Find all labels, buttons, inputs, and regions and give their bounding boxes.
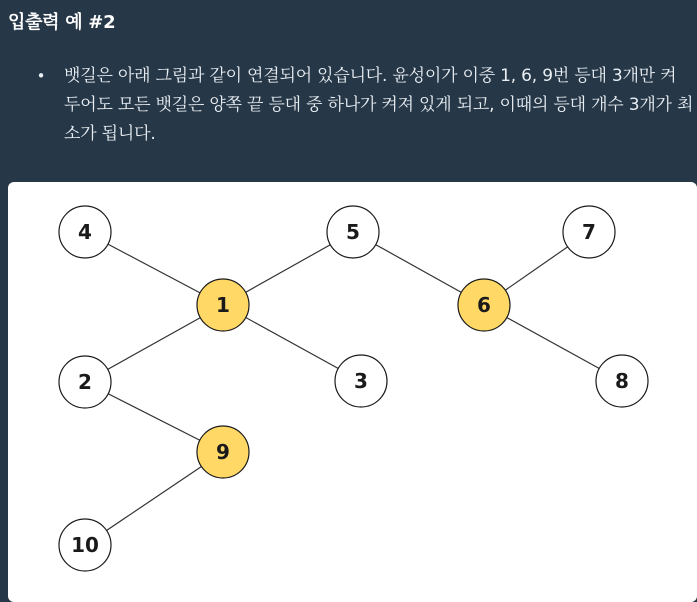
description-item — [34, 62, 694, 149]
node-3 — [335, 355, 387, 407]
node-label: 4 — [78, 220, 92, 244]
node-label: 2 — [78, 370, 92, 394]
node-label: 3 — [354, 369, 368, 393]
graph-diagram — [8, 182, 697, 588]
node-1 — [197, 279, 249, 331]
node-4 — [59, 206, 111, 258]
node-label: 5 — [346, 220, 360, 244]
node-9 — [197, 426, 249, 478]
node-label: 8 — [615, 369, 629, 393]
node-label: 7 — [582, 220, 596, 244]
graph-panel — [8, 182, 697, 602]
node-label: 6 — [477, 293, 491, 317]
node-2 — [59, 356, 111, 408]
node-label: 10 — [71, 533, 99, 557]
node-label: 9 — [216, 440, 230, 464]
section-title: 입출력 예 #2 — [8, 12, 116, 33]
node-8 — [596, 355, 648, 407]
node-6 — [458, 279, 510, 331]
node-label: 1 — [216, 293, 230, 317]
bullet-icon: • — [36, 67, 46, 85]
node-10 — [59, 519, 111, 571]
description-text: 뱃길은 아래 그림과 같이 연결되어 있습니다. 윤성이가 이중 1, 6, 9번 등대 3개만 켜 두어도 모든 뱃길은 양쪽 끝 등대 중 하나가 켜져 있게 되고, 이때의 등대 개수 3개가 최소가 됩니다. — [64, 66, 694, 144]
node-7 — [563, 206, 615, 258]
node-5 — [327, 206, 379, 258]
